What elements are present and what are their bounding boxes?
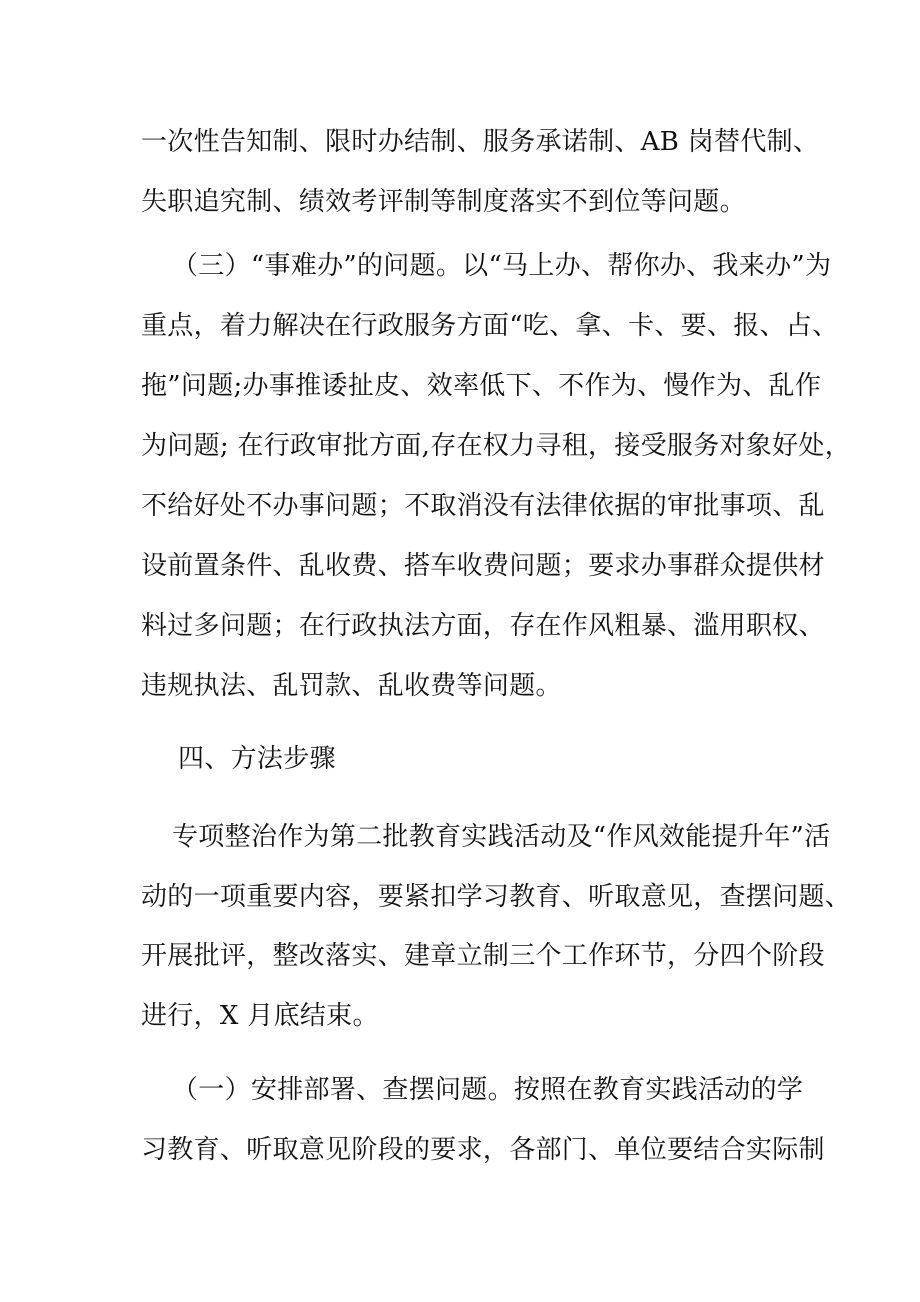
paragraph-line: 失职追究制、绩效考评制等制度落实不到位等问题。 [141,187,746,217]
paragraph-line: 拖”问题;办事推诿扯皮、效率低下、不作为、慢作为、乱作 [141,371,822,401]
paragraph-line: 开展批评，整改落实、建章立制三个工作环节，分四个阶段 [141,941,825,971]
paragraph-line: （三）“事难办”的问题。以“马上办、帮你办、我来办”为 [172,251,832,281]
paragraph-line: 为问题; 在行政审批方面,存在权力寻租，接受服务对象好处， [141,431,851,461]
paragraph-line: 料过多问题；在行政执法方面，存在作风粗暴、滥用职权、 [141,611,825,641]
paragraph-line: 不给好处不办事问题；不取消没有法律依据的审批事项、乱 [141,491,825,521]
paragraph-line: 习教育、听取意见阶段的要求，各部门、单位要结合实际制 [141,1135,825,1165]
paragraph-line: 违规执法、乱罚款、乱收费等问题。 [141,671,562,701]
paragraph-line: 一次性告知制、限时办结制、服务承诺制、AB 岗替代制、 [141,127,820,157]
paragraph-line: 重点，着力解决在行政服务方面“吃、拿、卡、要、报、占、 [141,311,839,341]
paragraph-line: 专项整治作为第二批教育实践活动及“作风效能提升年”活 [172,822,831,852]
section-heading: 四、方法步骤 [178,744,336,774]
paragraph-line: （一）安排部署、查摆问题。按照在教育实践活动的学 [172,1075,804,1105]
paragraph-line: 设前置条件、乱收费、搭车收费问题；要求办事群众提供材 [141,551,825,581]
paragraph-line: 动的一项重要内容，要紧扣学习教育、听取意见，查摆问题、 [141,882,852,912]
paragraph-line: 进行，X 月底结束。 [141,1001,379,1031]
